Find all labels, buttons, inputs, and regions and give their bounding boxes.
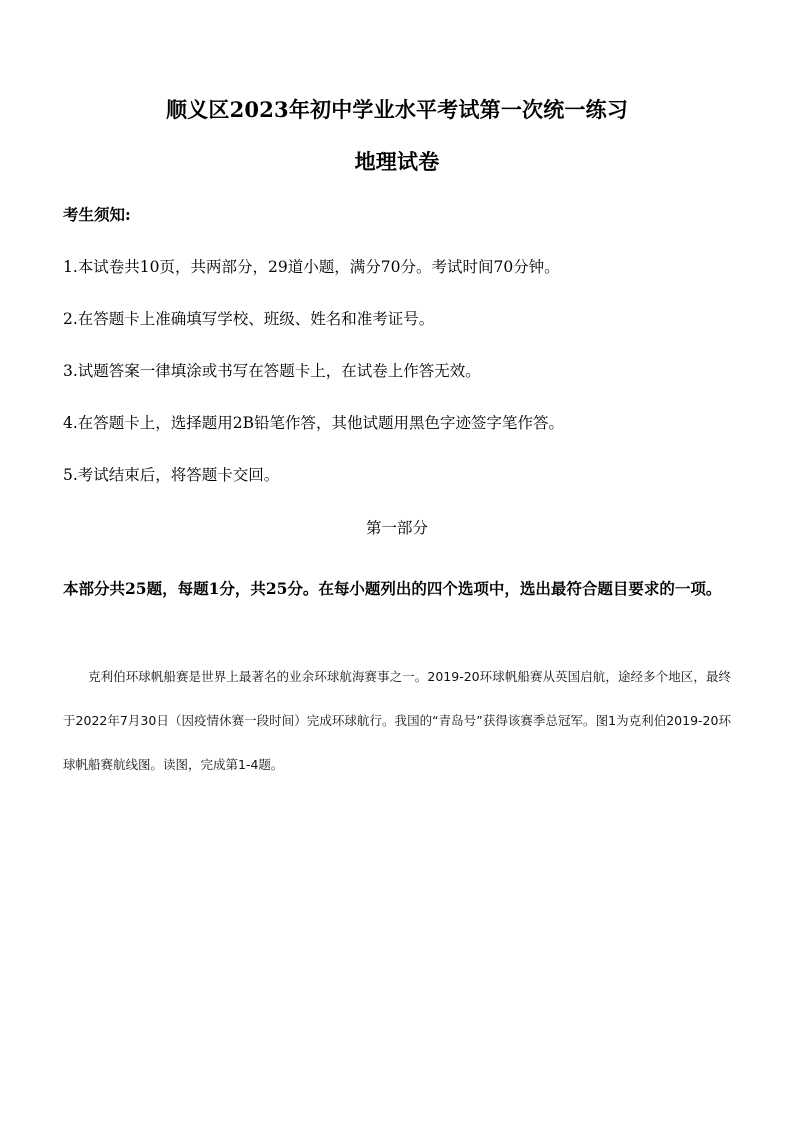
notice-item-1: 1.本试卷共10页，共两部分，29道小题，满分70分。考试时间70分钟。 xyxy=(63,258,560,276)
notice-item-4: 4.在答题卡上，选择题用2B铅笔作答，其他试题用黑色字迹签字笔作答。 xyxy=(63,414,565,432)
exam-subject-title: 地理试卷 xyxy=(354,149,440,174)
reading-passage: 克利伯环球帆船赛是世界上最著名的业余环球航海赛事之一。2019-20环球帆船赛从英国启航，途经多个地区，最终于2022年7月30日（因疫情休赛一段时间）完成环球航行。我国的“青岛号”获得该赛季总冠军。图1为克利伯2019-20环球帆船赛航线图。读图，完成第1-4题。 xyxy=(63,669,731,772)
part-one-instructions: 本部分共25题，每题1分，共25分。在每小题列出的四个选项中，选出最符合题目要求的一项。 xyxy=(63,579,722,598)
exam-title: 顺义区2023年初中学业水平考试第一次统一练习 xyxy=(165,97,629,122)
notice-heading: 考生须知: xyxy=(63,205,131,224)
notice-item-3: 3.试题答案一律填涂或书写在答题卡上，在试卷上作答无效。 xyxy=(63,362,481,380)
notice-item-5: 5.考试结束后，将答题卡交回。 xyxy=(63,466,280,484)
part-one-title: 第一部分 xyxy=(365,519,428,537)
notice-item-2: 2.在答题卡上准确填写学校、班级、姓名和准考证号。 xyxy=(63,310,435,328)
